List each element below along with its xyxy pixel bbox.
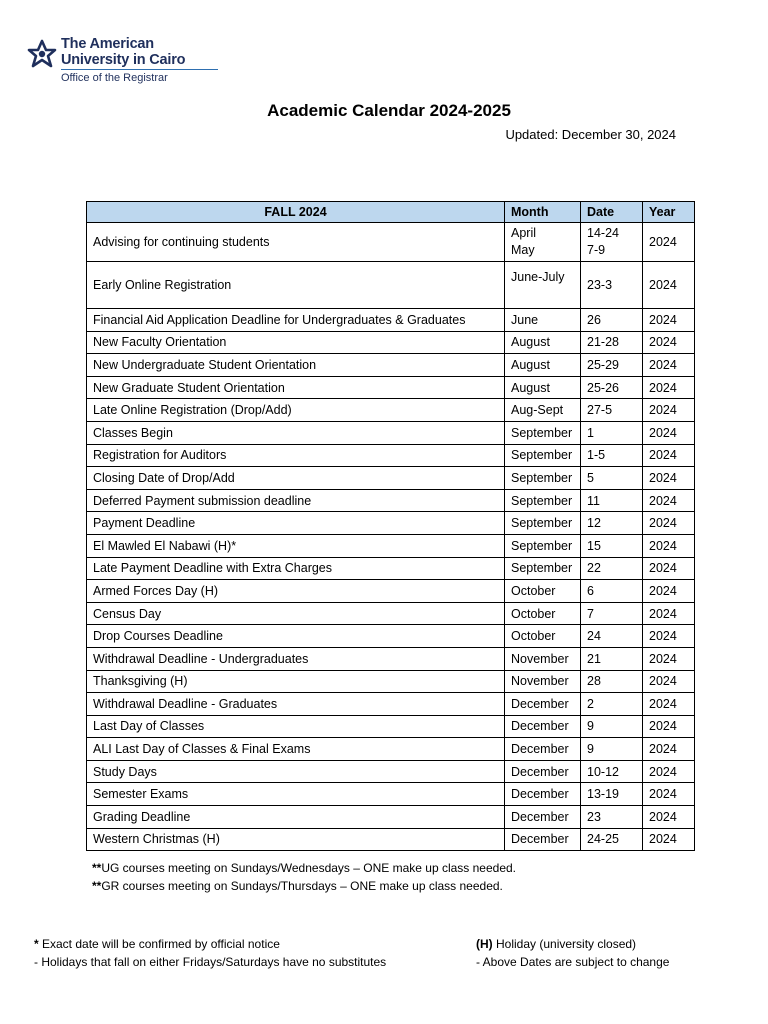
table-row bbox=[87, 399, 695, 422]
month-cell: October bbox=[505, 580, 581, 603]
table-row bbox=[87, 489, 695, 512]
table-row bbox=[87, 376, 695, 399]
month-cell: December bbox=[505, 738, 581, 761]
date-cell: 23-3 bbox=[581, 262, 643, 309]
year-cell: 2024 bbox=[643, 580, 695, 603]
event-cell: Late Payment Deadline with Extra Charges bbox=[87, 557, 505, 580]
date-cell: 1 bbox=[581, 421, 643, 444]
month-cell: December bbox=[505, 693, 581, 716]
year-cell: 2024 bbox=[643, 467, 695, 490]
year-cell: 2024 bbox=[643, 602, 695, 625]
event-cell: Armed Forces Day (H) bbox=[87, 580, 505, 603]
month-cell: Aug-Sept bbox=[505, 399, 581, 422]
year-cell: 2024 bbox=[643, 828, 695, 851]
month-cell: November bbox=[505, 670, 581, 693]
year-cell: 2024 bbox=[643, 557, 695, 580]
date-cell: 21-28 bbox=[581, 331, 643, 354]
date-cell: 7 bbox=[581, 602, 643, 625]
month-cell: September bbox=[505, 512, 581, 535]
table-row bbox=[87, 580, 695, 603]
event-cell: Advising for continuing students bbox=[87, 223, 505, 262]
month-cell: December bbox=[505, 760, 581, 783]
month-cell: November bbox=[505, 647, 581, 670]
updated-date: Updated: December 30, 2024 bbox=[505, 127, 676, 142]
year-cell: 2024 bbox=[643, 693, 695, 716]
table-row bbox=[87, 512, 695, 535]
makeup-notes bbox=[92, 859, 516, 895]
auc-logo bbox=[26, 36, 226, 90]
org-name-line2: University in Cairo bbox=[61, 52, 186, 68]
table-row bbox=[87, 670, 695, 693]
event-cell: Semester Exams bbox=[87, 783, 505, 806]
table-row bbox=[87, 783, 695, 806]
year-cell: 2024 bbox=[643, 354, 695, 377]
month-cell: August bbox=[505, 376, 581, 399]
month-cell: August bbox=[505, 331, 581, 354]
date-cell: 21 bbox=[581, 647, 643, 670]
event-cell: Late Online Registration (Drop/Add) bbox=[87, 399, 505, 422]
month-cell: September bbox=[505, 557, 581, 580]
month-cell: September bbox=[505, 444, 581, 467]
table-row bbox=[87, 557, 695, 580]
date-cell: 13-19 bbox=[581, 783, 643, 806]
date-cell: 11 bbox=[581, 489, 643, 512]
month-cell: September bbox=[505, 534, 581, 557]
year-cell: 2024 bbox=[643, 489, 695, 512]
date-cell-line: 14-24 bbox=[587, 226, 619, 240]
date-cell: 2 bbox=[581, 693, 643, 716]
year-cell: 2024 bbox=[643, 421, 695, 444]
event-cell: Closing Date of Drop/Add bbox=[87, 467, 505, 490]
date-cell: 10-12 bbox=[581, 760, 643, 783]
table-row bbox=[87, 738, 695, 761]
year-cell: 2024 bbox=[643, 738, 695, 761]
month-cell: September bbox=[505, 421, 581, 444]
date-cell: 22 bbox=[581, 557, 643, 580]
month-cell: December bbox=[505, 806, 581, 829]
table-row bbox=[87, 354, 695, 377]
year-cell: 2024 bbox=[643, 262, 695, 309]
date-cell: 9 bbox=[581, 738, 643, 761]
date-cell: 25-26 bbox=[581, 376, 643, 399]
event-cell: Thanksgiving (H) bbox=[87, 670, 505, 693]
year-cell: 2024 bbox=[643, 760, 695, 783]
month-cell: June bbox=[505, 309, 581, 332]
footnote-marker: * bbox=[34, 937, 39, 951]
legend-marker: (H) bbox=[476, 937, 493, 951]
table-row bbox=[87, 693, 695, 716]
table-row bbox=[87, 625, 695, 648]
month-cell: September bbox=[505, 467, 581, 490]
table-row bbox=[87, 647, 695, 670]
table-row bbox=[87, 331, 695, 354]
footnote-exact-date bbox=[34, 935, 386, 953]
column-header-date: Date bbox=[581, 202, 643, 223]
date-cell: 24 bbox=[581, 625, 643, 648]
table-row bbox=[87, 262, 695, 309]
date-cell: 6 bbox=[581, 580, 643, 603]
event-cell: Financial Aid Application Deadline for Undergraduates & Graduates bbox=[87, 309, 505, 332]
date-cell: 26 bbox=[581, 309, 643, 332]
event-cell: ALI Last Day of Classes & Final Exams bbox=[87, 738, 505, 761]
event-cell: Payment Deadline bbox=[87, 512, 505, 535]
date-cell: 25-29 bbox=[581, 354, 643, 377]
column-header-term: FALL 2024 bbox=[87, 202, 505, 223]
note-text: GR courses meeting on Sundays/Thursdays – ONE make up class needed. bbox=[101, 879, 503, 893]
event-cell: Census Day bbox=[87, 602, 505, 625]
date-cell: 24-25 bbox=[581, 828, 643, 851]
note-marker: ** bbox=[92, 861, 102, 875]
event-cell: Withdrawal Deadline - Undergraduates bbox=[87, 647, 505, 670]
year-cell: 2024 bbox=[643, 534, 695, 557]
event-cell: Study Days bbox=[87, 760, 505, 783]
legend-text: Holiday (university closed) bbox=[492, 937, 637, 951]
date-cell: 27-5 bbox=[581, 399, 643, 422]
month-cell: October bbox=[505, 602, 581, 625]
event-cell: Western Christmas (H) bbox=[87, 828, 505, 851]
month-cell: December bbox=[505, 828, 581, 851]
year-cell: 2024 bbox=[643, 399, 695, 422]
table-row bbox=[87, 421, 695, 444]
footnote-holidays: - Holidays that fall on either Fridays/Saturdays have no substitutes bbox=[34, 955, 387, 969]
month-cell-line: April bbox=[511, 226, 537, 240]
event-cell: Deferred Payment submission deadline bbox=[87, 489, 505, 512]
table-row bbox=[87, 602, 695, 625]
footnote-text: Exact date will be confirmed by official notice bbox=[38, 937, 280, 951]
event-cell: Classes Begin bbox=[87, 421, 505, 444]
footer-notes-left bbox=[34, 935, 386, 971]
table-row bbox=[87, 309, 695, 332]
month-cell: December bbox=[505, 783, 581, 806]
academic-calendar-table bbox=[86, 201, 695, 851]
footnote-subject-to-change: - Above Dates are subject to change bbox=[476, 955, 670, 969]
table-row bbox=[87, 760, 695, 783]
table-body bbox=[87, 223, 695, 851]
date-cell: 9 bbox=[581, 715, 643, 738]
table-row bbox=[87, 467, 695, 490]
footnote-holiday-legend bbox=[476, 935, 669, 953]
month-cell: October bbox=[505, 625, 581, 648]
year-cell: 2024 bbox=[643, 444, 695, 467]
year-cell: 2024 bbox=[643, 625, 695, 648]
page-title: Academic Calendar 2024-2025 bbox=[267, 101, 511, 120]
date-cell: 5 bbox=[581, 467, 643, 490]
date-cell-line: 7-9 bbox=[587, 243, 606, 257]
date-cell: 12 bbox=[581, 512, 643, 535]
month-cell: June-July bbox=[505, 262, 581, 309]
year-cell: 2024 bbox=[643, 331, 695, 354]
gr-makeup-note bbox=[92, 877, 516, 895]
date-cell: 23 bbox=[581, 806, 643, 829]
ug-makeup-note bbox=[92, 859, 516, 877]
date-cell: 1-5 bbox=[581, 444, 643, 467]
table-row bbox=[87, 715, 695, 738]
year-cell: 2024 bbox=[643, 647, 695, 670]
month-cell: December bbox=[505, 715, 581, 738]
year-cell: 2024 bbox=[643, 715, 695, 738]
table-header-row bbox=[87, 202, 695, 223]
table-row bbox=[87, 444, 695, 467]
date-cell: 28 bbox=[581, 670, 643, 693]
event-cell: New Graduate Student Orientation bbox=[87, 376, 505, 399]
year-cell: 2024 bbox=[643, 309, 695, 332]
note-text: UG courses meeting on Sundays/Wednesdays – ONE make up class needed. bbox=[101, 861, 517, 875]
event-cell: Grading Deadline bbox=[87, 806, 505, 829]
year-cell: 2024 bbox=[643, 806, 695, 829]
table-row bbox=[87, 828, 695, 851]
column-header-year: Year bbox=[643, 202, 695, 223]
note-marker: ** bbox=[92, 879, 102, 893]
date-cell: 15 bbox=[581, 534, 643, 557]
event-cell: Early Online Registration bbox=[87, 262, 505, 309]
month-cell: August bbox=[505, 354, 581, 377]
column-header-month: Month bbox=[505, 202, 581, 223]
event-cell: Drop Courses Deadline bbox=[87, 625, 505, 648]
month-cell bbox=[505, 223, 581, 262]
org-name-line1: The American bbox=[61, 36, 154, 52]
year-cell: 2024 bbox=[643, 670, 695, 693]
month-cell-line: May bbox=[511, 243, 535, 257]
logo-divider bbox=[61, 69, 218, 70]
office-name: Office of the Registrar bbox=[61, 72, 168, 84]
month-cell: September bbox=[505, 489, 581, 512]
event-cell: New Faculty Orientation bbox=[87, 331, 505, 354]
event-cell: Registration for Auditors bbox=[87, 444, 505, 467]
year-cell: 2024 bbox=[643, 783, 695, 806]
event-cell: El Mawled El Nabawi (H)* bbox=[87, 534, 505, 557]
auc-emblem-icon bbox=[26, 38, 58, 70]
event-cell: Withdrawal Deadline - Graduates bbox=[87, 693, 505, 716]
table-row bbox=[87, 223, 695, 262]
year-cell: 2024 bbox=[643, 376, 695, 399]
table-row bbox=[87, 806, 695, 829]
event-cell: Last Day of Classes bbox=[87, 715, 505, 738]
date-cell bbox=[581, 223, 643, 262]
year-cell: 2024 bbox=[643, 223, 695, 262]
table-row bbox=[87, 534, 695, 557]
year-cell: 2024 bbox=[643, 512, 695, 535]
event-cell: New Undergraduate Student Orientation bbox=[87, 354, 505, 377]
footer-notes-right bbox=[476, 935, 669, 971]
